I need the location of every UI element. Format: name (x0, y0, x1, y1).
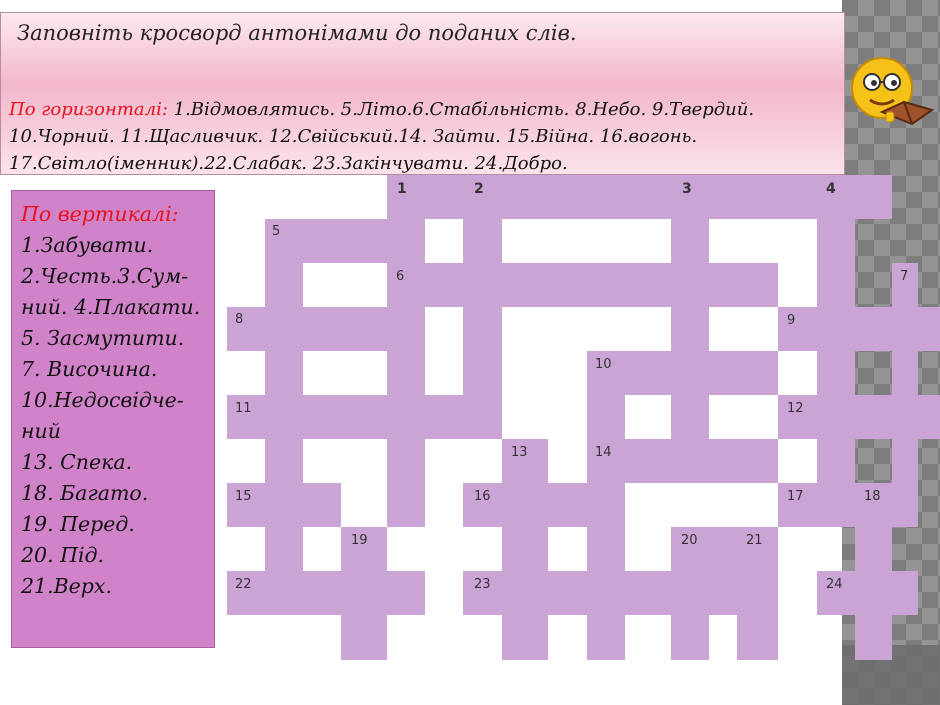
clue-number: 11 (235, 401, 252, 416)
clue-number: 24 (826, 577, 843, 592)
crossword-cell[interactable] (265, 263, 303, 307)
clue-number: 4 (826, 181, 836, 197)
crossword-cell[interactable] (387, 439, 425, 483)
vertical-clue-line: 7. Височина. (21, 357, 158, 381)
crossword-cell[interactable] (855, 615, 892, 660)
clue-number: 19 (351, 533, 368, 548)
vertical-clue-line: 1.Забувати. (21, 233, 154, 257)
crossword-cell[interactable] (671, 615, 709, 660)
clue-number: 8 (235, 312, 244, 327)
vertical-clue-line: 21.Верх. (21, 574, 112, 598)
crossword-cell[interactable] (341, 615, 387, 660)
clue-number: 16 (474, 489, 491, 504)
clue-number: 5 (272, 224, 281, 239)
horizontal-label: По горизонталі: (9, 99, 168, 120)
crossword-cell[interactable] (227, 395, 502, 439)
horizontal-clue-line-2: 10.Чорний. 11.Щасливчик. 12.Свійський.14. Зайти. 15.Війна. 16.вогонь. (9, 126, 698, 147)
vertical-clue-line: 5. Засмутити. (21, 326, 185, 350)
clue-number: 1 (397, 181, 407, 197)
crossword-cell[interactable] (463, 307, 502, 351)
crossword-cell[interactable] (587, 615, 625, 660)
crossword-cell[interactable] (817, 219, 855, 307)
crossword-cell[interactable] (587, 527, 625, 571)
clue-number: 7 (900, 269, 909, 284)
task-title: Заповніть кросворд антонімами до поданих слів. (17, 21, 577, 45)
vertical-clue-line: 20. Під. (21, 543, 105, 567)
crossword-cell[interactable] (587, 439, 778, 483)
crossword-cell[interactable] (265, 351, 303, 395)
clue-number: 17 (787, 489, 804, 504)
crossword-cell[interactable] (227, 571, 425, 615)
crossword-cell[interactable] (227, 307, 425, 351)
clue-number: 12 (787, 401, 804, 416)
vertical-clue-line: ний (21, 419, 61, 443)
clue-number: 2 (474, 181, 484, 197)
crossword-cell[interactable] (778, 307, 940, 351)
clue-number: 22 (235, 577, 252, 592)
crossword-cell[interactable] (387, 175, 892, 219)
clue-number: 21 (746, 533, 763, 548)
crossword-cell[interactable] (892, 439, 918, 483)
crossword-cell[interactable] (671, 395, 709, 439)
crossword-cell[interactable] (463, 351, 502, 395)
crossword-cell[interactable] (855, 527, 892, 571)
crossword-cell[interactable] (463, 571, 778, 615)
crossword-cell[interactable] (737, 615, 778, 660)
clue-number: 15 (235, 489, 252, 504)
crossword-cell[interactable] (587, 395, 625, 439)
crossword-cell[interactable] (502, 527, 548, 571)
clue-number: 13 (511, 445, 528, 460)
vertical-clue-line: 13. Спека. (21, 450, 133, 474)
crossword-cell[interactable] (892, 351, 918, 395)
crossword-cell[interactable] (502, 615, 548, 660)
crossword-cell[interactable] (817, 351, 855, 395)
clue-number: 18 (864, 489, 881, 504)
vertical-clue-line: 18. Багато. (21, 481, 149, 505)
vertical-clue-line: 10.Недосвідче- (21, 388, 184, 412)
clue-number: 9 (787, 313, 796, 328)
clue-number: 20 (681, 533, 698, 548)
crossword-cell[interactable] (817, 439, 855, 483)
vertical-label: По вертикалі: (21, 202, 179, 226)
vertical-clue-line: ний. 4.Плакати. (21, 295, 201, 319)
vertical-clue-line: 19. Перед. (21, 512, 135, 536)
crossword-cell[interactable] (265, 219, 425, 263)
crossword-cell[interactable] (671, 307, 709, 351)
horizontal-clue-line-3: 17.Світло(іменник).22.Слабак. 23.Закінчувати. 24.Добро. (9, 153, 568, 174)
clue-number: 3 (682, 181, 692, 197)
crossword-cell[interactable] (587, 351, 778, 395)
crossword-cell[interactable] (387, 483, 425, 527)
crossword-cell[interactable] (265, 527, 303, 571)
clue-number: 6 (396, 269, 405, 284)
clue-number: 23 (474, 577, 491, 592)
crossword-cell[interactable] (387, 263, 778, 307)
crossword-cell[interactable] (265, 439, 303, 483)
vertical-clue-line: 2.Честь.3.Сум- (21, 264, 189, 288)
horizontal-clue-line-1: 1.Відмовлятись. 5.Літо.6.Стабільність. 8.Небо. 9.Твердий. (167, 99, 755, 120)
crossword-cell[interactable] (387, 351, 425, 395)
clue-number: 14 (595, 445, 612, 460)
clue-number: 10 (595, 357, 612, 372)
